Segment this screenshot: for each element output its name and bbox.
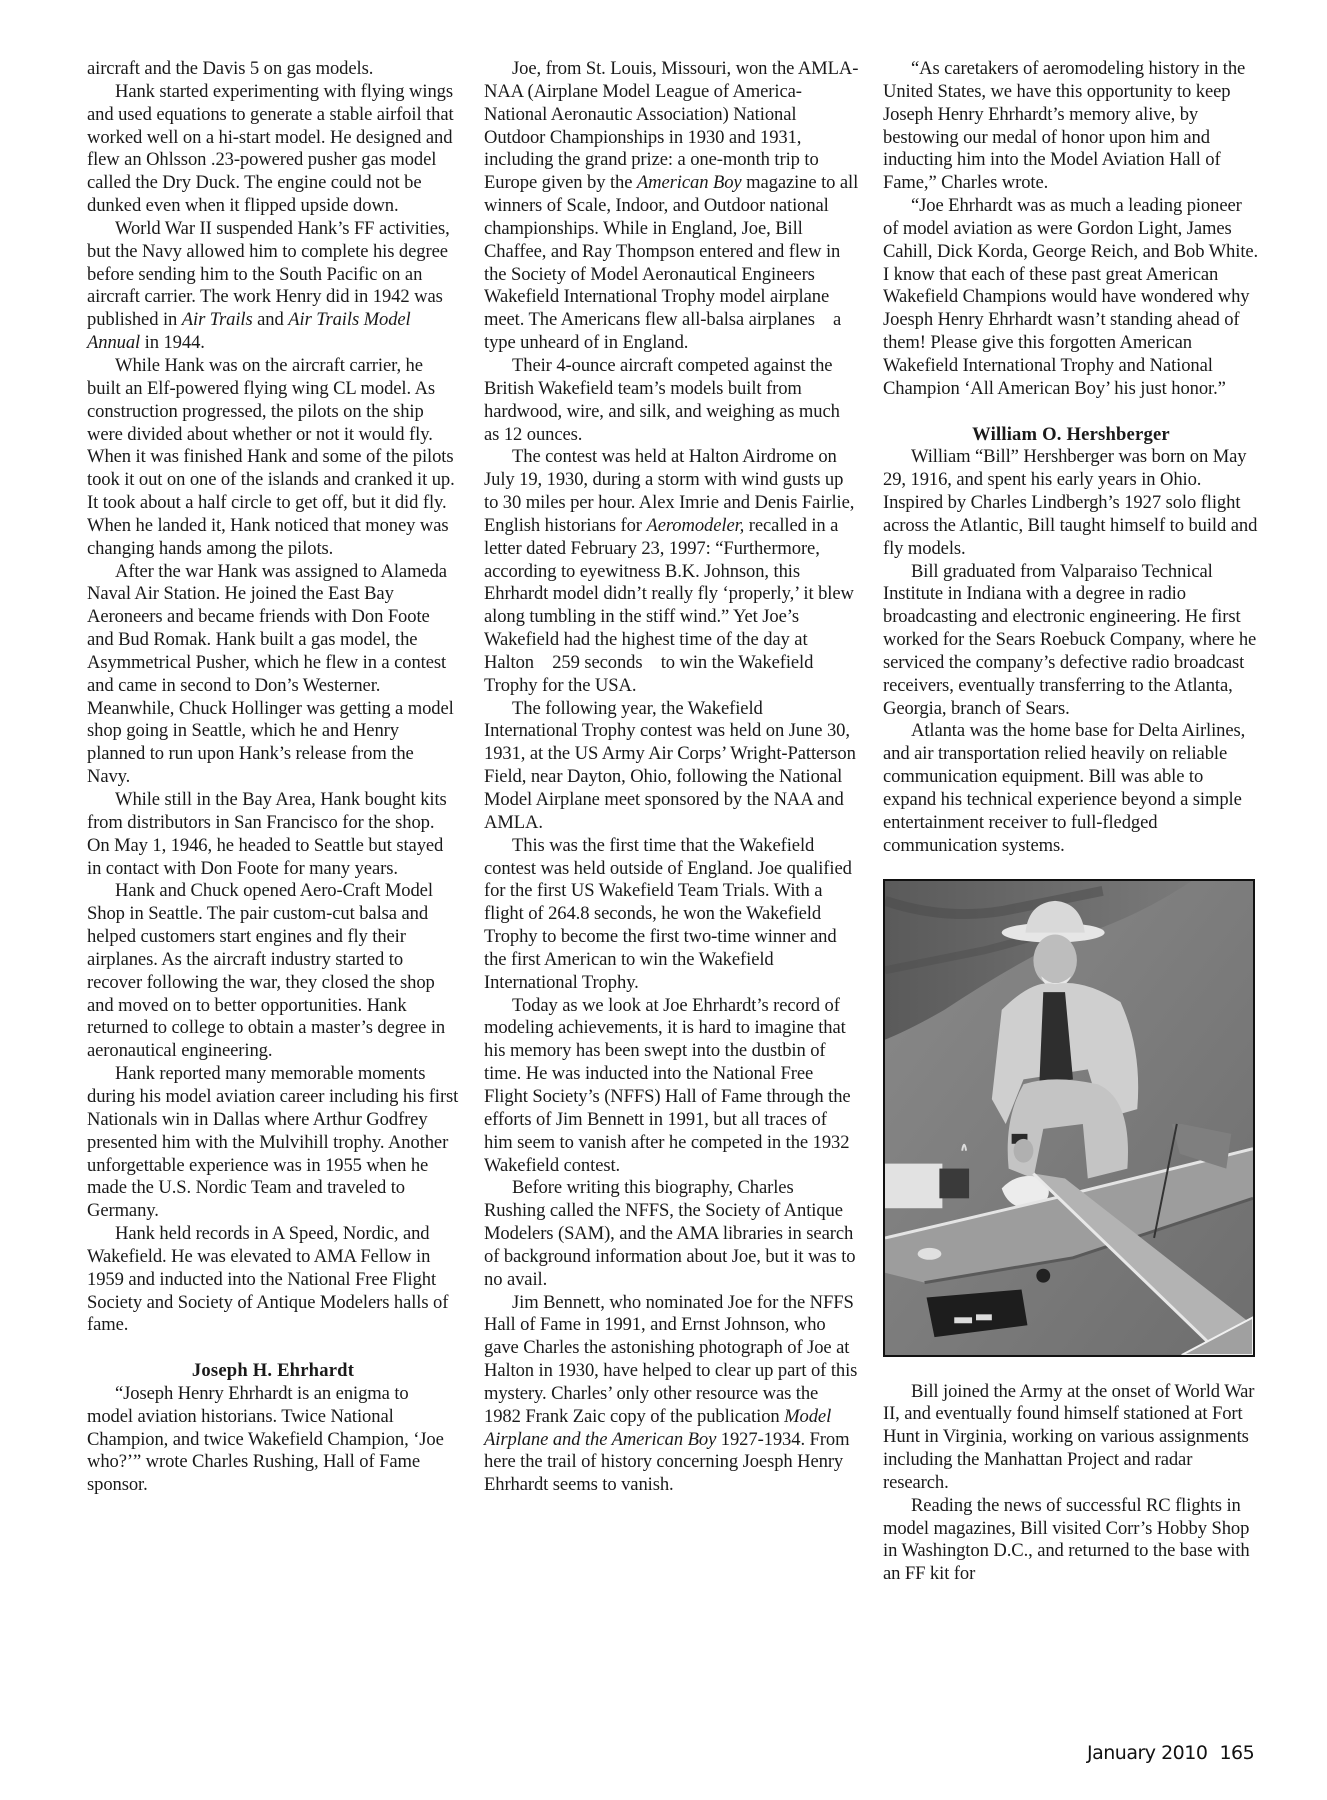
publication-title: Air Trails	[181, 309, 253, 331]
text-run: recalled in a letter dated February 23, 1997: “Furthermore, according to eyewitness B.K. Johnson, this Ehrhardt model didn’t really fly ‘properly,’ it blew along tumbling in the stiff wind.” Yet Joe’s Wakefield had the highest time of the day at Halton 259 seconds to win the Wakefield Trophy for the USA.	[484, 514, 859, 696]
paragraph: Reading the news of successful RC flights in model magazines, Bill visited Corr’s Hobby Shop in Washington D.C., and returned to the base with an FF kit for	[883, 1494, 1250, 1585]
page-number: 165	[1219, 1742, 1255, 1764]
photo-hershberger-with-rc-model	[883, 879, 1255, 1357]
text-column-right	[883, 58, 1259, 1586]
text-run: 1927-1934. From here the trail of history concerning Joesph Henry Ehrhardt seems to vanish.	[484, 1428, 850, 1496]
paragraph: The following year, the Wakefield International Trophy contest was held on June 30, 1931, at the US Army Air Corps’ Wright-Patterson Field, near Dayton, Ohio, following the National Model Airplane meet sponsored by the NAA and AMLA.	[484, 697, 856, 833]
paragraph: Hank and Chuck opened Aero-Craft Model Shop in Seattle. The pair custom-cut balsa and helped customers start engines and fly their airplanes. As the aircraft industry started to recover following the war, they closed the shop and moved on to better opportunities. Hank returned to college to obtain a master’s degree in aeronautical engineering.	[87, 880, 446, 1062]
paragraph: “Joe Ehrhardt was as much a leading pioneer of model aviation as were Gordon Light, James Cahill, Dick Korda, George Reich, and Bob White. I know that each of these past great American Wakefield Champions would have wondered why Joesph Henry Ehrhardt wasn’t standing ahead of them! Please give this forgotten American Wakefield International Trophy and National Champion ‘All American Boy’ his just honor.”	[883, 195, 1259, 399]
paragraph	[87, 218, 459, 355]
paragraph: aircraft and the Davis 5 on gas models.	[87, 58, 374, 79]
page-footer	[1087, 1742, 1254, 1764]
paragraph: Atlanta was the home base for Delta Airlines, and air transportation relied heavily on reliable communication equipment. Bill was able to expand his technical experience beyond a simple entertainment receiver to full-fledged communication systems.	[883, 720, 1246, 856]
paragraph: “As caretakers of aeromodeling history in the United States, we have this opportunity to keep Joseph Henry Ehrhardt’s memory alive, by bestowing our medal of honor upon him and inducting him into the Model Aviation Hall of Fame,” Charles wrote.	[883, 58, 1246, 194]
paragraph: Hank held records in A Speed, Nordic, and Wakefield. He was elevated to AMA Fellow in 1959 and inducted into the National Free Flight Society and Society of Antique Modelers halls of fame.	[87, 1223, 449, 1336]
paragraph: Hank started experimenting with flying wings and used equations to generate a stable airfoil that worked well on a hi-start model. He designed and flew an Ohlsson .23-powered pusher gas model called the Dry Duck. The engine could not be dunked even when it flipped upside down.	[87, 80, 454, 217]
paragraph: This was the first time that the Wakefield contest was held outside of England. Joe qualified for the first US Wakefield Team Trials. With a flight of 264.8 seconds, he won the Wakefield Trophy to become the first two-time winner and the first American to win the Wakefield International Trophy.	[484, 834, 852, 993]
publication-title: Model Airplane and the American Boy	[484, 1405, 832, 1450]
paragraph	[484, 58, 863, 355]
paragraph: Today as we look at Joe Ehrhardt’s record of modeling achievements, it is hard to imagine that his memory has been swept into the dustbin of time. He was inducted into the National Free Flight Society’s (NFFS) Hall of Fame through the efforts of Jim Bennett in 1991, but all traces of him seem to vanish after he competed in the 1932 Wakefield contest.	[484, 994, 851, 1176]
issue-date: January 2010	[1087, 1742, 1208, 1764]
publication-title: Air Trails Model Annual	[87, 309, 411, 354]
text-run: and	[252, 309, 289, 331]
text-run: World War II suspended Hank’s FF activities, but the Navy allowed him to complete his degree before sending him to the South Pacific on an aircraft carrier. The work Henry did in 1942 was published in	[87, 217, 450, 331]
paragraph: Their 4-ounce aircraft competed against the British Wakefield team’s models built from hardwood, wire, and silk, and weighing as much as 12 ounces.	[484, 354, 840, 445]
paragraph: Before writing this biography, Charles Rushing called the NFFS, the Society of Antique Modelers (SAM), and the AMA libraries in search of background information about Joe, but it was to no avail.	[484, 1177, 856, 1290]
text-column-middle	[484, 58, 863, 1497]
paragraph: After the war Hank was assigned to Alameda Naval Air Station. He joined the East Bay Aeroneers and became friends with Don Foote and Bud Romak. Hank built a gas model, the Asymmetrical Pusher, which he flew in a contest and came in second to Don’s Westerner. Meanwhile, Chuck Hollinger was getting a model shop going in Seattle, which he and Henry planned to run upon Hank’s release from the Navy.	[87, 560, 454, 788]
text-run: The contest was held at Halton Airdrome on July 19, 1930, during a storm with wind gusts up to 30 miles per hour. Alex Imrie and Denis Fairlie, English historians for	[484, 446, 855, 536]
photo-image	[885, 881, 1253, 1355]
section-heading-hershberger: William O. Hershberger	[972, 423, 1170, 445]
text-run: magazine to all winners of Scale, Indoor, and Outdoor national championships. While in England, Joe, Bill Chaffee, and Ray Thompson entered and flew in the Society of Model Aeronautical Engineers Wakefield International Trophy model airplane meet. The Americans flew all-balsa airplanes a type unheard of in England.	[484, 172, 863, 354]
paragraph	[484, 1292, 859, 1498]
text-run: in 1944.	[140, 332, 205, 354]
paragraph: “Joseph Henry Ehrhardt is an enigma to model aviation historians. Twice National Champion, and twice Wakefield Champion, ‘Joe who?’” wrote Charles Rushing, Hall of Fame sponsor.	[87, 1382, 444, 1496]
paragraph: Hank reported many memorable moments during his model aviation career including his first Nationals win in Dallas where Arthur Godfrey presented him with the Mulvihill trophy. Another unforgettable experience was in 1955 when he made the U.S. Nordic Team and traveled to Germany.	[87, 1063, 459, 1222]
publication-title: American Boy	[636, 172, 742, 194]
section-heading-ehrhardt: Joseph H. Ehrhardt	[191, 1360, 355, 1382]
paragraph	[484, 446, 859, 697]
paragraph: While still in the Bay Area, Hank bought kits from distributors in San Francisco for the shop. On May 1, 1946, he headed to Seattle but stayed in contact with Don Foote for many years.	[87, 789, 447, 879]
text-run: Joe, from St. Louis, Missouri, won the AMLA-NAA (Airplane Model League of America-National Aeronautic Association) National Outdoor Championships in 1930 and 1931, including the grand prize: a one-month trip to Europe given by the	[484, 58, 859, 194]
paragraph: Bill graduated from Valparaiso Technical Institute in Indiana with a degree in radio broadcasting and electronic engineering. He first worked for the Sears Roebuck Company, where he serviced the company’s defective radio broadcast receivers, eventually transferring to the Atlanta, Georgia, branch of Sears.	[883, 560, 1257, 719]
text-run: Jim Bennett, who nominated Joe for the NFFS Hall of Fame in 1991, and Ernst Johnson, who gave Charles the astonishing photograph of Joe at Halton in 1930, have helped to clear up part of this mystery. Charles’ only other resource was the 1982 Frank Zaic copy of the publication	[484, 1291, 858, 1427]
text-column-left	[87, 58, 459, 1497]
paragraph: William “Bill” Hershberger was born on May 29, 1916, and spent his early years in Ohio. Inspired by Charles Lindbergh’s 1927 solo flight across the Atlantic, Bill taught himself to build and fly models.	[883, 446, 1258, 559]
publication-title: Aeromodeler,	[646, 514, 745, 536]
paragraph: Bill joined the Army at the onset of World War II, and eventually found himself stationed at Fort Hunt in Virginia, working on various assignments including the Manhattan Project and radar research.	[883, 1380, 1255, 1493]
paragraph: While Hank was on the aircraft carrier, he built an Elf-powered flying wing CL model. As construction progressed, the pilots on the ship were divided about whether or not it would fly. When it was finished Hank and some of the pilots took it out on one of the islands and cranked it up. It took about a half circle to get off, but it did fly. When he landed it, Hank noticed that money was changing hands among the pilots.	[87, 354, 455, 559]
